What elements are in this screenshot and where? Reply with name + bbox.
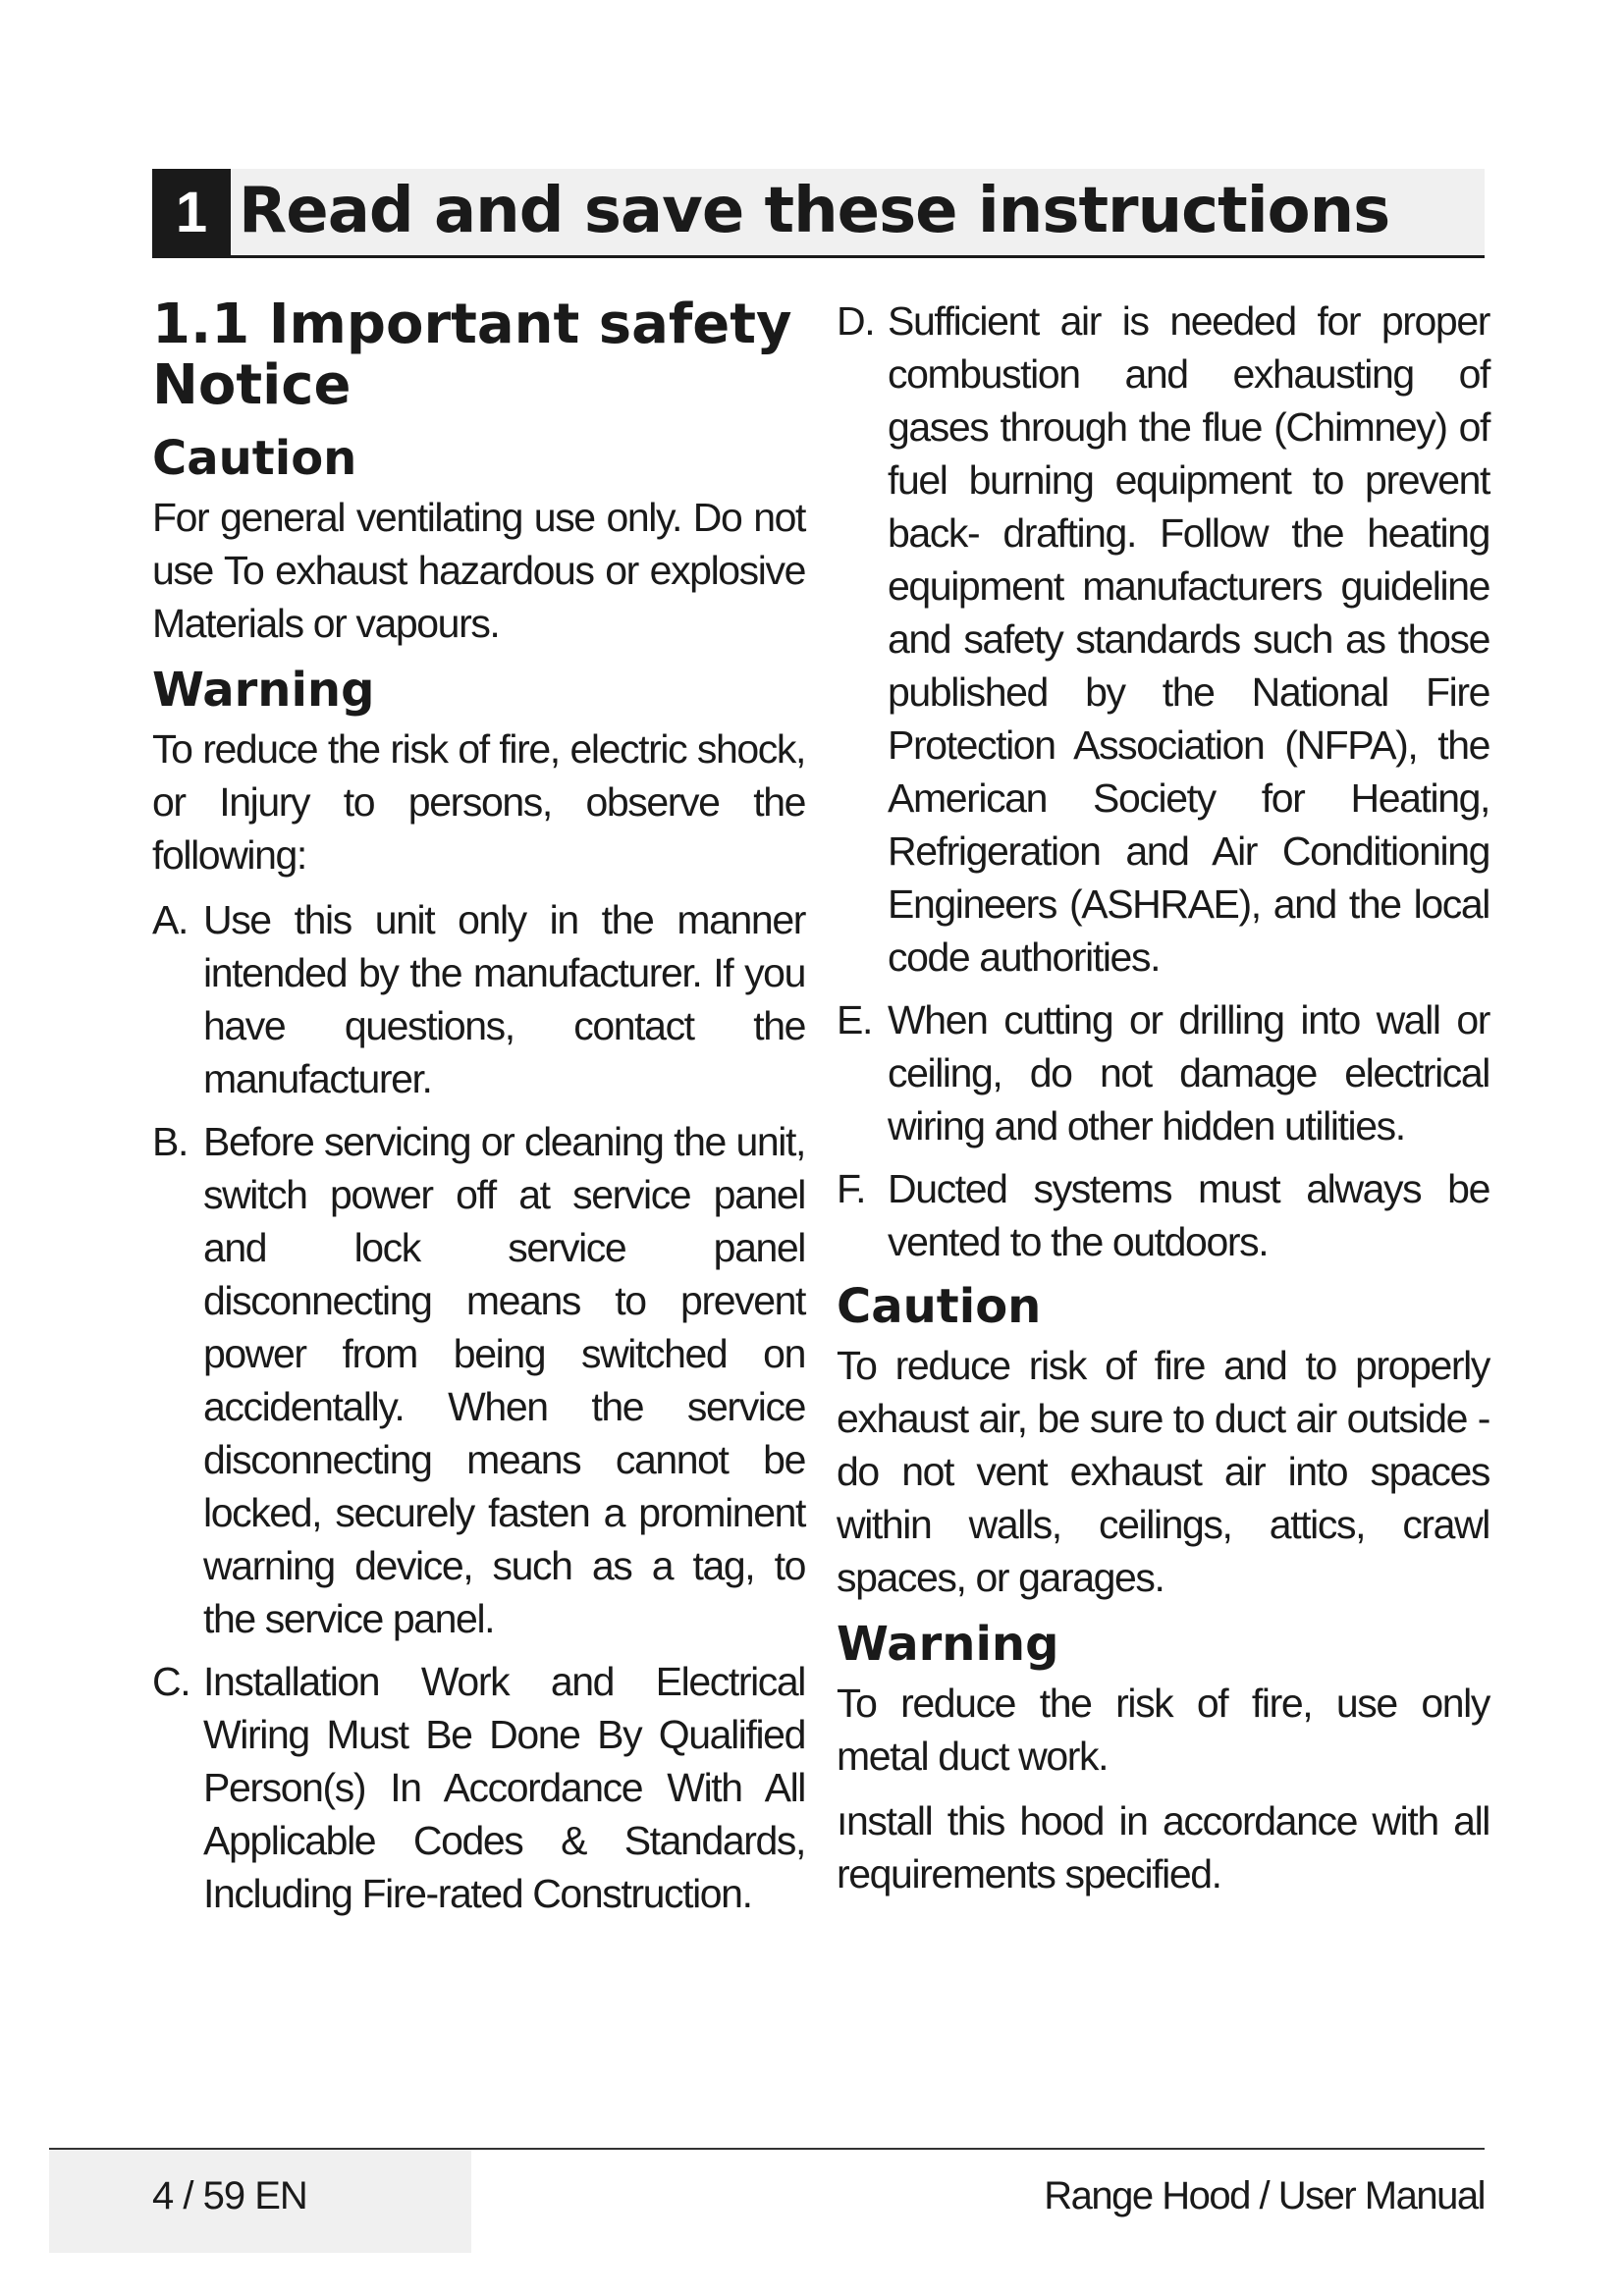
right-column — [837, 294, 1489, 1912]
list-item-text: Installation Work and Electrical Wiring Must Be Done By Qualified Person(s) In Accordance With All Applicable Codes & Standards, Including Fire-rated Construction. — [203, 1659, 805, 1916]
list-item-text: When cutting or drilling into wall or ceiling, do not damage electrical wiring and other hidden utilities. — [888, 997, 1489, 1148]
list-item-text: Before servicing or cleaning the unit, switch power off at service panel and lock service panel disconnecting means to prevent power from being switched on accidentally. When the service disconnecting means cannot be locked, securely fasten a prominent warning device, such as a tag, to the service panel. — [203, 1119, 805, 1641]
list-item — [152, 1115, 805, 1645]
warning-text: To reduce the risk of fire, use only metal duct work. — [837, 1681, 1489, 1779]
install-text: ınstall this hood in accordance with all requirements specified. — [837, 1798, 1489, 1896]
caution-text: To reduce risk of fire and to properly exhaust air, be sure to duct air outside - do not vent exhaust air into spaces within walls, ceilings, attics, crawl spaces, or garages. — [837, 1343, 1489, 1600]
list-marker: A. — [152, 897, 188, 942]
list-item — [837, 993, 1489, 1152]
chapter-header — [152, 169, 1485, 258]
page-number: 4 / 59 EN — [152, 2174, 307, 2217]
left-column — [152, 294, 805, 1930]
list-marker: E. — [837, 997, 872, 1042]
document-title: Range Hood / User Manual — [1044, 2174, 1485, 2217]
chapter-number: 1 — [152, 169, 231, 255]
chapter-title: Read and save these instructions — [239, 175, 1390, 247]
warning-text: To reduce the risk of fire, electric shock, or Injury to persons, observe the following: — [152, 726, 805, 878]
list-item-text: Use this unit only in the manner intended by the manufacturer. If you have questions, contact the manufacturer. — [203, 897, 805, 1101]
list-item — [837, 1162, 1489, 1268]
warning-heading: Warning — [837, 1617, 1059, 1672]
section-title: 1.1 Important safety Notice — [152, 293, 792, 417]
list-item — [837, 294, 1489, 984]
caution-heading: Caution — [152, 431, 357, 486]
list-item — [152, 1655, 805, 1920]
list-item-text: Ducted systems must always be vented to the outdoors. — [888, 1166, 1489, 1264]
list-marker: C. — [152, 1659, 190, 1704]
warning-heading: Warning — [152, 663, 375, 718]
list-marker: B. — [152, 1119, 188, 1164]
list-item — [152, 893, 805, 1105]
list-marker: D. — [837, 298, 875, 344]
list-marker: F. — [837, 1166, 866, 1211]
caution-text: For general ventilating use only. Do not use To exhaust hazardous or explosive Materials or vapours. — [152, 495, 805, 646]
list-item-text: Sufficient air is needed for proper combustion and exhausting of gases through the flue (Chimney) of fuel burning equipment to prevent back- drafting. Follow the heating equipment manufacturers guideline and safety standards such as those published by the National Fire Protection Association (NFPA), the American Society for Heating, Refrigeration and Air Conditioning Engineers (ASHRAE), and the local code authorities. — [888, 298, 1489, 980]
caution-heading: Caution — [837, 1279, 1042, 1334]
